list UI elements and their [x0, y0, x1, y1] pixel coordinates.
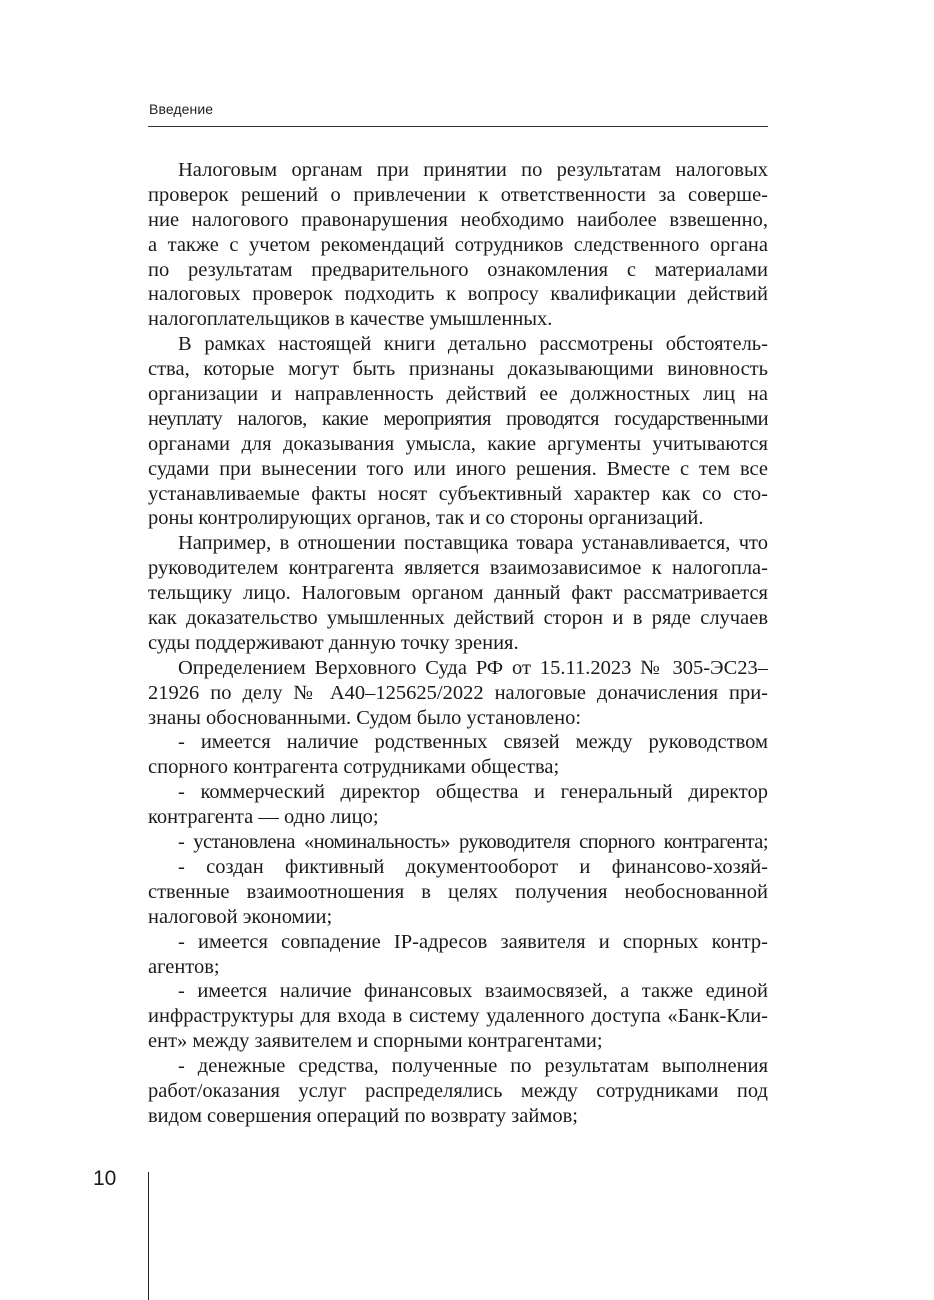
page-number: 10	[93, 1167, 117, 1190]
list-item-line: ственные взаимоотношения в целях получения необоснованной	[148, 880, 768, 903]
running-head: Введение	[149, 101, 214, 117]
list-item-line: - имеется совпадение IP-адресов заявителя и спорных контр-	[178, 930, 768, 953]
text-line: как доказательство умышленных действий сторон и в ряде случаев	[148, 607, 768, 630]
text-line: неуплату налогов, какие мероприятия проводятся государственными	[148, 407, 768, 430]
text-line: ства, которые могут быть признаны доказывающими виновность	[148, 358, 768, 381]
list-item-line: - создан фиктивный документооборот и финансово-хозяй-	[178, 855, 768, 878]
list-item-line: - имеется наличие финансовых взаимосвязей, а также единой	[178, 980, 768, 1003]
text-line: проверок решений о привлечении к ответственности за соверше-	[148, 183, 768, 206]
list-item-line: - установлена «номинальность» руководителя спорного контрагента;	[178, 831, 768, 854]
text-line: а также с учетом рекомендаций сотрудников следственного органа	[148, 233, 768, 256]
list-item-line: налоговой экономии;	[148, 905, 333, 928]
text-line: налогоплательщиков в качестве умышленных.	[148, 308, 553, 331]
list-item-line: контрагента — одно лицо;	[148, 806, 379, 829]
text-line: 21926 по делу № А40–125625/2022 налоговые доначисления при-	[148, 681, 768, 704]
text-line: руководителем контрагента является взаимозависимое к налогопла-	[148, 557, 768, 580]
text-line: организации и направленность действий ее должностных лиц на	[148, 383, 768, 406]
list-item-line: спорного контрагента сотрудниками общества;	[148, 756, 560, 779]
text-line: тельщику лицо. Налоговым органом данный факт рассматривается	[148, 582, 768, 605]
list-item-line: - денежные средства, полученные по результатам выполнения	[178, 1055, 768, 1078]
list-item-line: инфраструктуры для входа в систему удаленного доступа «Банк-Кли-	[148, 1005, 768, 1028]
text-line: ние налогового правонарушения необходимо наиболее взвешенно,	[148, 208, 768, 231]
text-line: налоговых проверок подходить к вопросу квалификации действий	[148, 283, 768, 306]
list-item-line: агентов;	[148, 955, 220, 978]
body-text	[148, 158, 768, 1129]
list-item-line: видом совершения операций по возврату займов;	[148, 1104, 578, 1127]
text-line: роны контролирующих органов, так и со стороны организаций.	[148, 507, 704, 530]
list-item-line: - имеется наличие родственных связей между руководством	[178, 731, 768, 754]
list-item-line: работ/оказания услуг распределялись между сотрудниками под	[148, 1079, 768, 1102]
text-line: судами при вынесении того или иного решения. Вместе с тем все	[148, 457, 768, 480]
text-line: Например, в отношении поставщика товара устанавливается, что	[178, 532, 768, 555]
list-item-line: - коммерческий директор общества и генеральный директор	[178, 781, 768, 804]
text-line: устанавливаемые факты носят субъективный характер как со сто-	[148, 482, 768, 505]
text-line: суды поддерживают данную точку зрения.	[148, 631, 519, 654]
text-line: Налоговым органам при принятии по результатам налоговых	[178, 159, 768, 181]
text-line: по результатам предварительного ознакомления с материалами	[148, 258, 768, 281]
header-rule	[148, 126, 768, 127]
text-line: Определением Верховного Суда РФ от 15.11.2023 № 305-ЭС23–	[178, 656, 768, 679]
list-item-line: ент» между заявителем и спорными контрагентами;	[148, 1030, 603, 1053]
text-line: знаны обоснованными. Судом было установлено:	[148, 706, 582, 729]
text-line: органами для доказывания умысла, какие аргументы учитываются	[148, 432, 768, 455]
margin-rule	[148, 1172, 149, 1300]
text-line: В рамках настоящей книги детально рассмотрены обстоятель-	[178, 333, 768, 356]
